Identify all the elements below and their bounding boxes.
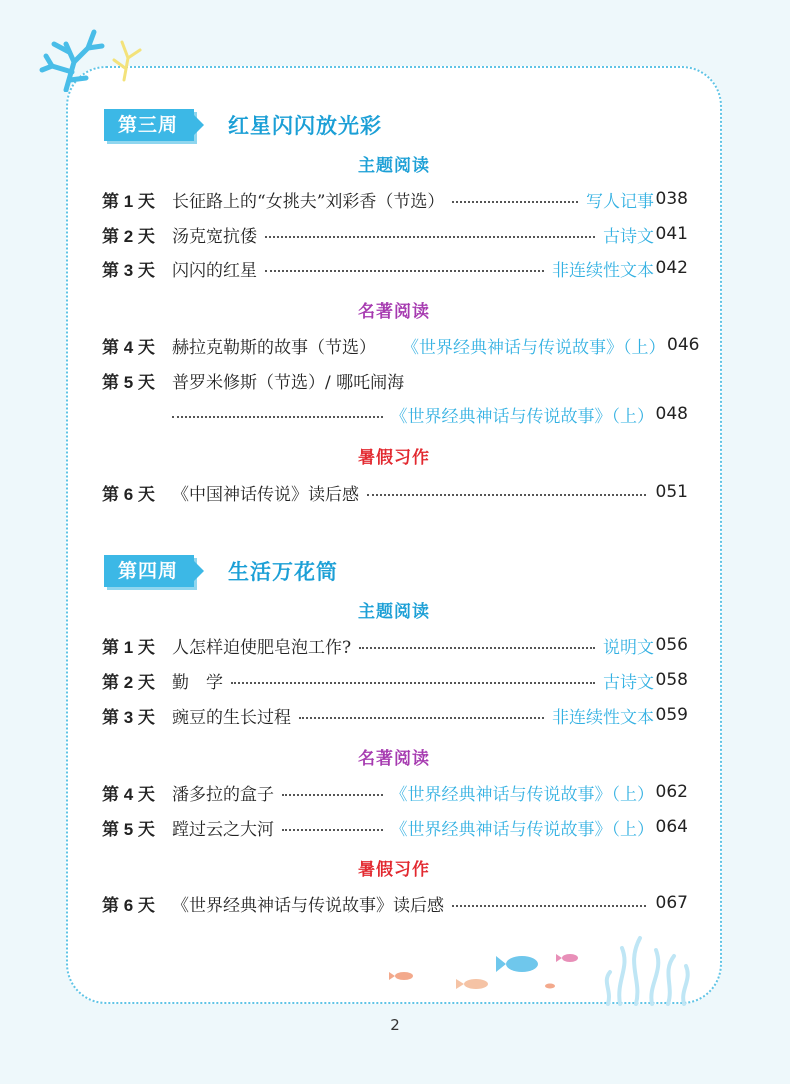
entry-day: 第 1 天 [102, 191, 155, 211]
entry-page: 038 [655, 189, 688, 209]
entry-genre: 《世界经典神话与传说故事》（上） [390, 406, 654, 427]
entry-genre: 写人记事 [586, 191, 654, 212]
entry-genre: 《世界经典神话与传说故事》（上） [390, 819, 654, 840]
entry-page: 067 [655, 893, 688, 913]
leader-dots [265, 236, 595, 238]
entry-page: 048 [655, 404, 688, 424]
week-tag: 第三周 [104, 109, 194, 141]
entry-title: 潘多拉的盒子 [172, 784, 274, 805]
entry-day: 第 2 天 [102, 226, 155, 246]
entry-day: 第 4 天 [102, 337, 155, 357]
toc-entry[interactable] [102, 779, 688, 805]
toc-entry-continuation[interactable] [172, 401, 688, 427]
entry-page: 059 [655, 705, 688, 725]
entry-genre: 非连续性文本 [552, 260, 654, 281]
entry-title: 人怎样迫使肥皂泡工作? [172, 637, 352, 658]
week-tag: 第四周 [104, 555, 194, 587]
entry-day: 第 2 天 [102, 672, 155, 692]
section-classics-reading: 名著阅读 [358, 302, 430, 322]
entry-title: 豌豆的生长过程 [172, 707, 291, 728]
toc-entry[interactable] [102, 332, 700, 358]
toc-entry[interactable] [102, 890, 688, 916]
entry-title: 《世界经典神话与传说故事》读后感 [172, 895, 444, 916]
toc-entry[interactable] [102, 814, 688, 840]
section-classics-reading: 名著阅读 [358, 749, 430, 769]
week-title: 红星闪闪放光彩 [228, 114, 383, 138]
entry-title: 《中国神话传说》读后感 [172, 484, 359, 505]
leader-dots [299, 717, 544, 719]
toc-entry[interactable] [102, 255, 688, 281]
fish-coral-icon [380, 920, 710, 1006]
entry-genre: 《世界经典神话与传说故事》（上） [402, 337, 666, 358]
entry-genre: 非连续性文本 [552, 707, 654, 728]
entry-day: 第 5 天 [102, 372, 155, 392]
entry-day: 第 3 天 [102, 260, 155, 280]
entry-page: 062 [655, 782, 688, 802]
entry-genre: 古诗文 [603, 672, 654, 693]
coral-icon [36, 22, 146, 92]
entry-day: 第 3 天 [102, 707, 155, 727]
entry-page: 046 [667, 335, 700, 355]
leader-dots [231, 682, 595, 684]
entry-genre: 《世界经典神话与传说故事》（上） [390, 784, 654, 805]
section-theme-reading: 主题阅读 [358, 602, 430, 622]
entry-page: 058 [655, 670, 688, 690]
page-number: 2 [390, 1016, 400, 1034]
toc-entry[interactable] [102, 221, 688, 247]
section-summer-writing: 暑假习作 [358, 448, 430, 468]
entry-day: 第 6 天 [102, 484, 155, 504]
entry-title: 长征路上的“女挑夫”刘彩香（节选） [172, 191, 445, 212]
entry-title: 勤 学 [172, 672, 223, 693]
entry-title: 汤克宽抗倭 [172, 226, 257, 247]
entry-page: 051 [655, 482, 688, 502]
entry-day: 第 4 天 [102, 784, 155, 804]
entry-title: 闪闪的红星 [172, 260, 257, 281]
leader-dots [282, 829, 383, 831]
entry-page: 056 [655, 635, 688, 655]
entry-title: 蹚过云之大河 [172, 819, 274, 840]
toc-entry[interactable] [102, 186, 688, 212]
entry-page: 064 [655, 817, 688, 837]
week-3-header [104, 109, 382, 141]
toc-entry[interactable] [102, 367, 688, 393]
toc-entry[interactable] [102, 702, 688, 728]
entry-genre: 说明文 [603, 637, 654, 658]
week-4-header [104, 555, 338, 587]
leader-dots [359, 647, 595, 649]
entry-day: 第 6 天 [102, 895, 155, 915]
leader-spacer [384, 347, 394, 349]
week-title: 生活万花筒 [228, 560, 339, 584]
entry-genre: 古诗文 [603, 226, 654, 247]
leader-dots [282, 794, 383, 796]
section-summer-writing: 暑假习作 [358, 860, 430, 880]
entry-day: 第 5 天 [102, 819, 155, 839]
leader-dots [452, 905, 646, 907]
entry-title: 普罗米修斯（节选）/ 哪吒闹海 [172, 372, 405, 393]
leader-dots [452, 201, 578, 203]
leader-dots [265, 270, 544, 272]
entry-page: 041 [655, 224, 688, 244]
entry-title: 赫拉克勒斯的故事（节选） [172, 337, 376, 358]
entry-page: 042 [655, 258, 688, 278]
toc-entry[interactable] [102, 632, 688, 658]
toc-entry[interactable] [102, 479, 688, 505]
leader-dots [367, 494, 646, 496]
toc-entry[interactable] [102, 667, 688, 693]
section-theme-reading: 主题阅读 [358, 156, 430, 176]
entry-day: 第 1 天 [102, 637, 155, 657]
leader-dots [172, 416, 383, 418]
